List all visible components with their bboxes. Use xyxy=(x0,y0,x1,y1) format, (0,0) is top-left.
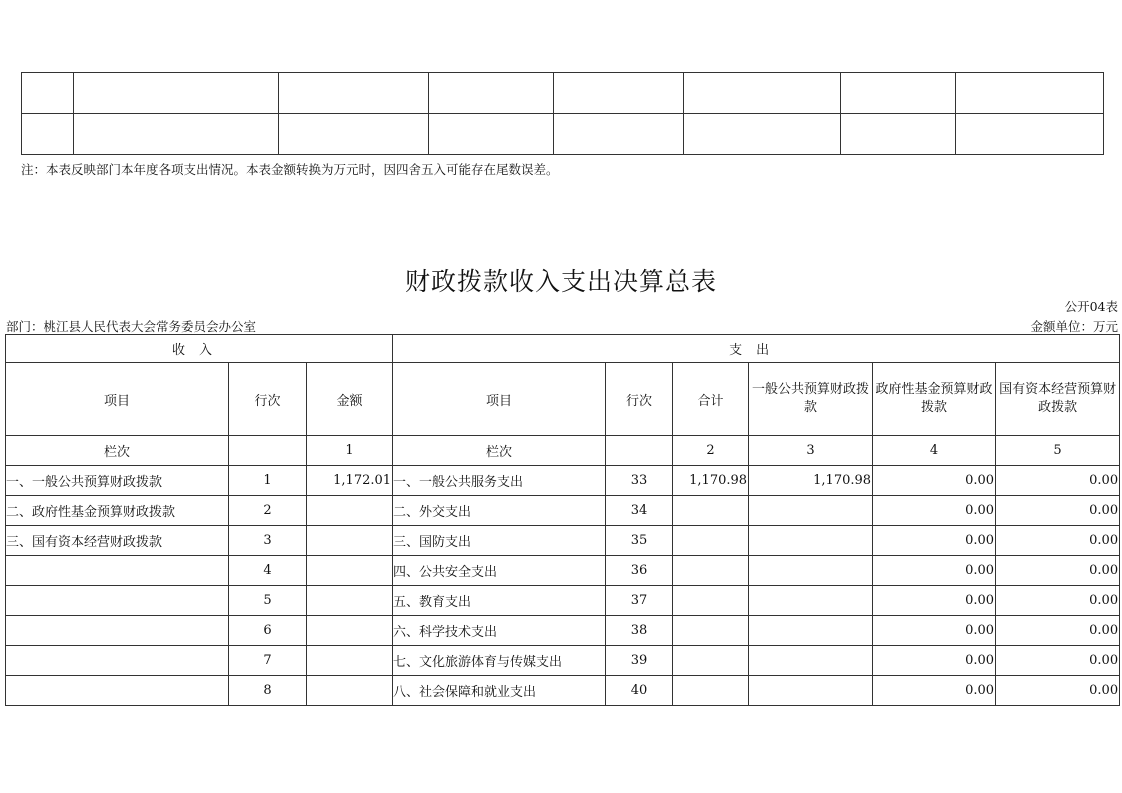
expense-row-no-header: 行次 xyxy=(606,363,673,436)
total-header: 合计 xyxy=(673,363,749,436)
state-capital-amount: 0.00 xyxy=(996,466,1120,496)
gov-fund-amount: 0.00 xyxy=(873,496,996,526)
expense-item: 一、一般公共服务支出 xyxy=(393,466,606,496)
income-item: 一、一般公共预算财政拨款 xyxy=(6,466,229,496)
income-item xyxy=(6,646,229,676)
table-row xyxy=(6,496,1120,526)
expense-item: 五、教育支出 xyxy=(393,586,606,616)
expense-row-no: 36 xyxy=(606,556,673,586)
empty-cell xyxy=(74,114,279,155)
gov-fund-header: 政府性基金预算财政拨款 xyxy=(873,363,996,436)
table-row xyxy=(22,73,1104,114)
income-amount xyxy=(307,586,393,616)
state-capital-amount: 0.00 xyxy=(996,586,1120,616)
empty-cell xyxy=(841,73,956,114)
table-row xyxy=(6,466,1120,496)
expense-row-no: 34 xyxy=(606,496,673,526)
income-item: 三、国有资本经营财政拨款 xyxy=(6,526,229,556)
expense-row-no: 39 xyxy=(606,646,673,676)
income-amount xyxy=(307,556,393,586)
empty-cell xyxy=(956,114,1104,155)
empty-cell xyxy=(684,114,841,155)
income-amount xyxy=(307,496,393,526)
expense-group-header: 支出 xyxy=(393,335,1120,363)
total-amount: 1,170.98 xyxy=(673,466,749,496)
column-number: 2 xyxy=(673,436,749,466)
general-budget-amount: 1,170.98 xyxy=(749,466,873,496)
empty-cell xyxy=(429,114,554,155)
income-row-no: 1 xyxy=(229,466,307,496)
total-amount xyxy=(673,616,749,646)
income-item xyxy=(6,586,229,616)
expense-row-no: 35 xyxy=(606,526,673,556)
income-item xyxy=(6,616,229,646)
expense-row-no: 37 xyxy=(606,586,673,616)
expense-row-no: 33 xyxy=(606,466,673,496)
empty-cell xyxy=(554,114,684,155)
empty-cell xyxy=(606,436,673,466)
general-budget-amount xyxy=(749,676,873,706)
gov-fund-amount: 0.00 xyxy=(873,526,996,556)
general-budget-amount xyxy=(749,526,873,556)
empty-cell xyxy=(22,114,74,155)
income-amount-header: 金额 xyxy=(307,363,393,436)
expense-item-header: 项目 xyxy=(393,363,606,436)
empty-cell xyxy=(74,73,279,114)
empty-cell xyxy=(841,114,956,155)
table-row xyxy=(6,676,1120,706)
empty-cell xyxy=(22,73,74,114)
table-row xyxy=(22,114,1104,155)
income-amount: 1,172.01 xyxy=(307,466,393,496)
column-header-row xyxy=(6,363,1120,436)
income-item xyxy=(6,676,229,706)
income-row-no: 4 xyxy=(229,556,307,586)
state-capital-amount: 0.00 xyxy=(996,526,1120,556)
table-row xyxy=(6,526,1120,556)
gov-fund-amount: 0.00 xyxy=(873,676,996,706)
state-capital-amount: 0.00 xyxy=(996,496,1120,526)
column-number: 1 xyxy=(307,436,393,466)
empty-cell xyxy=(554,73,684,114)
expense-row-no: 38 xyxy=(606,616,673,646)
previous-table-fragment xyxy=(21,72,1104,155)
general-budget-amount xyxy=(749,646,873,676)
expense-item: 三、国防支出 xyxy=(393,526,606,556)
general-budget-amount xyxy=(749,556,873,586)
expense-item: 四、公共安全支出 xyxy=(393,556,606,586)
gov-fund-amount: 0.00 xyxy=(873,646,996,676)
form-code: 公开04表 xyxy=(1064,299,1118,314)
empty-cell xyxy=(956,73,1104,114)
income-amount xyxy=(307,676,393,706)
state-capital-header: 国有资本经营预算财政拨款 xyxy=(996,363,1120,436)
footnote: 注：本表反映部门本年度各项支出情况。本表金额转换为万元时，因四舍五入可能存在尾数误差。 xyxy=(21,162,559,177)
column-number-row xyxy=(6,436,1120,466)
total-amount xyxy=(673,496,749,526)
table-row xyxy=(6,556,1120,586)
column-label: 栏次 xyxy=(6,436,229,466)
income-row-no: 5 xyxy=(229,586,307,616)
expense-item: 七、文化旅游体育与传媒支出 xyxy=(393,646,606,676)
expense-item: 二、外交支出 xyxy=(393,496,606,526)
gov-fund-amount: 0.00 xyxy=(873,466,996,496)
gov-fund-amount: 0.00 xyxy=(873,586,996,616)
column-label: 栏次 xyxy=(393,436,606,466)
column-number: 5 xyxy=(996,436,1120,466)
income-row-no-header: 行次 xyxy=(229,363,307,436)
total-amount xyxy=(673,676,749,706)
income-row-no: 8 xyxy=(229,676,307,706)
table-row xyxy=(6,616,1120,646)
empty-cell xyxy=(279,114,429,155)
general-budget-header: 一般公共预算财政拨款 xyxy=(749,363,873,436)
empty-cell xyxy=(229,436,307,466)
empty-cell xyxy=(279,73,429,114)
general-budget-amount xyxy=(749,586,873,616)
expense-item: 六、科学技术支出 xyxy=(393,616,606,646)
group-header-row xyxy=(6,335,1120,363)
table-row xyxy=(6,586,1120,616)
appropriation-summary-table xyxy=(5,334,1120,706)
state-capital-amount: 0.00 xyxy=(996,646,1120,676)
general-budget-amount xyxy=(749,496,873,526)
income-row-no: 2 xyxy=(229,496,307,526)
income-amount xyxy=(307,526,393,556)
page-title: 财政拨款收入支出决算总表 xyxy=(404,267,717,296)
empty-cell xyxy=(684,73,841,114)
state-capital-amount: 0.00 xyxy=(996,556,1120,586)
total-amount xyxy=(673,556,749,586)
column-number: 4 xyxy=(873,436,996,466)
income-row-no: 6 xyxy=(229,616,307,646)
total-amount xyxy=(673,646,749,676)
state-capital-amount: 0.00 xyxy=(996,616,1120,646)
income-item xyxy=(6,556,229,586)
general-budget-amount xyxy=(749,616,873,646)
total-amount xyxy=(673,586,749,616)
gov-fund-amount: 0.00 xyxy=(873,556,996,586)
department-label: 部门：桃江县人民代表大会常务委员会办公室 xyxy=(6,319,257,334)
income-item-header: 项目 xyxy=(6,363,229,436)
empty-cell xyxy=(429,73,554,114)
table-row xyxy=(6,646,1120,676)
income-row-no: 3 xyxy=(229,526,307,556)
unit-label: 金额单位：万元 xyxy=(1030,319,1118,334)
total-amount xyxy=(673,526,749,556)
expense-item: 八、社会保障和就业支出 xyxy=(393,676,606,706)
income-amount xyxy=(307,616,393,646)
column-number: 3 xyxy=(749,436,873,466)
expense-row-no: 40 xyxy=(606,676,673,706)
income-amount xyxy=(307,646,393,676)
income-group-header: 收入 xyxy=(6,335,393,363)
income-item: 二、政府性基金预算财政拨款 xyxy=(6,496,229,526)
gov-fund-amount: 0.00 xyxy=(873,616,996,646)
state-capital-amount: 0.00 xyxy=(996,676,1120,706)
income-row-no: 7 xyxy=(229,646,307,676)
